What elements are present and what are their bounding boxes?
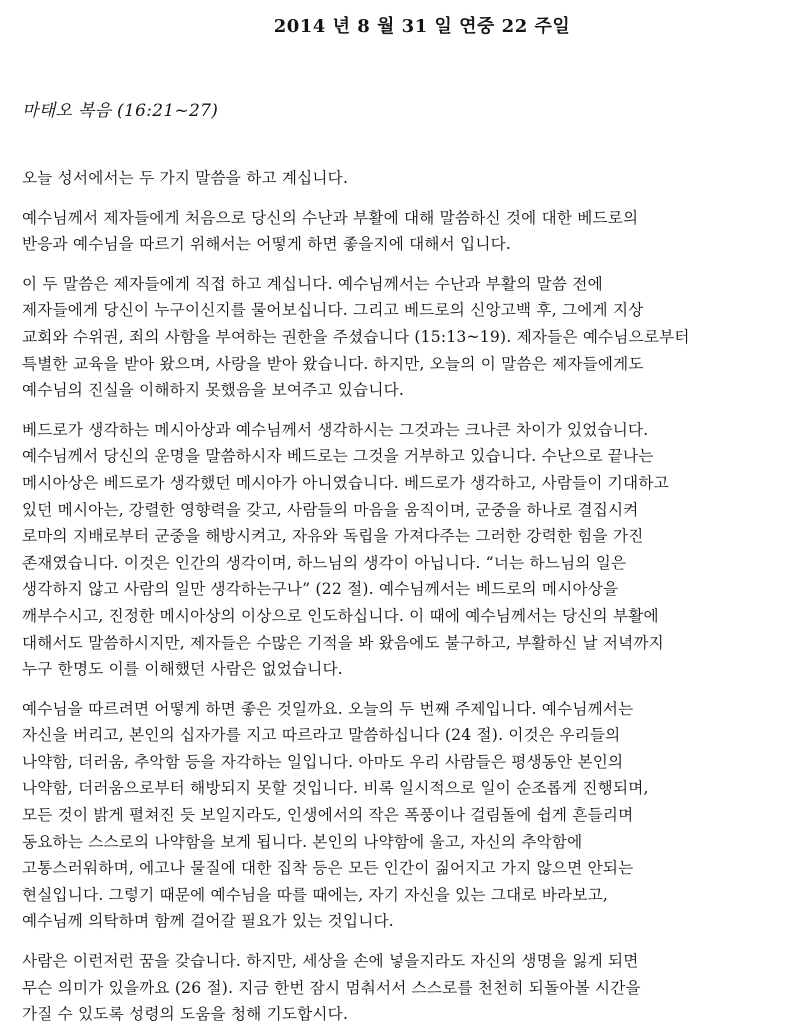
text-line: 예수님께서 제자들에게 처음으로 당신의 수난과 부활에 대해 말씀하신 것에 대한 베드로의	[22, 208, 639, 227]
paragraph	[22, 205, 782, 258]
text-line: 로마의 지배로부터 군중을 해방시켜고, 자유와 독립을 가져다주는 그러한 강력한 힘을 가진	[22, 527, 644, 546]
text-line: 베드로가 생각하는 메시아상과 예수님께서 생각하시는 그것과는 크나큰 차이가 있었습니다.	[22, 420, 649, 439]
text-line: 현실입니다. 그렇기 때문에 예수님을 따를 때에는, 자기 자신을 있는 그대로 바라보고,	[22, 885, 609, 904]
text-line: 교회와 수위권, 죄의 사함을 부여하는 권한을 주셨습니다 (15:13~19). 제자들은 예수님으로부터	[22, 327, 690, 346]
date-heading: 2014 년 8 월 31 일 연중 22 주일	[273, 16, 571, 37]
paragraph	[22, 948, 782, 1028]
text-line: 생각하지 않고 사람의 일만 생각하는구나” (22 절). 예수님께서는 베드로의 메시아상을	[22, 580, 619, 599]
text-line: 오늘 성서에서는 두 가지 말씀을 하고 계십니다.	[22, 169, 349, 187]
text-line: 예수님께 의탁하며 함께 걸어갈 필요가 있는 것입니다.	[22, 912, 394, 931]
paragraph	[22, 271, 782, 404]
homily-body	[22, 165, 782, 1028]
gospel-reading-title: 마태오 복음 (16:21~27)	[22, 101, 219, 121]
text-line: 가질 수 있도록 성령의 도움을 청해 기도합시다.	[22, 1005, 349, 1024]
text-line: 무슨 의미가 있을까요 (26 절). 지금 한번 잠시 멈춰서서 스스로를 천천히 되돌아볼 시간을	[22, 978, 641, 997]
text-line: 예수님께서 당신의 운명을 말씀하시자 베드로는 그것을 거부하고 있습니다. 수난으로 끝나는	[22, 447, 654, 466]
text-line: 사람은 이런저런 꿈을 갖습니다. 하지만, 세상을 손에 넣을지라도 자신의 생명을 잃게 되면	[22, 952, 639, 971]
text-line: 누구 한명도 이를 이해했던 사람은 없었습니다.	[22, 660, 343, 679]
text-line: 예수님의 진실을 이해하지 못했음을 보여주고 있습니다.	[22, 381, 405, 400]
text-line: 이 두 말씀은 제자들에게 직접 하고 계십니다. 예수님께서는 수난과 부활의 말씀 전에	[22, 274, 603, 293]
text-line: 반응과 예수님을 따르기 위해서는 어떻게 하면 좋을지에 대해서 입니다.	[22, 235, 512, 254]
text-line: 예수님을 따르려면 어떻게 하면 좋은 것일까요. 오늘의 두 번째 주제입니다. 예수님께서는	[22, 699, 634, 718]
text-line: 존재였습니다. 이것은 인간의 생각이며, 하느님의 생각이 아닙니다. “너는 하느님의 일은	[22, 553, 627, 572]
text-line: 제자들에게 당신이 누구이신지를 물어보십니다. 그리고 베드로의 신앙고백 후, 그에게 지상	[22, 301, 644, 320]
paragraph	[22, 165, 782, 192]
paragraph	[22, 696, 782, 935]
text-line: 나약함, 더러움, 추악함 등을 자각하는 일입니다. 아마도 우리 사람들은 평생동안 본인의	[22, 752, 624, 771]
text-line: 모든 것이 밝게 펼쳐진 듯 보일지라도, 인생에서의 작은 폭풍이나 걸림돌에 쉽게 흔들리며	[22, 806, 634, 825]
text-line: 특별한 교육을 받아 왔으며, 사랑을 받아 왔습니다. 하지만, 오늘의 이 말씀은 제자들에게도	[22, 354, 644, 373]
text-line: 나약함, 더러움으로부터 해방되지 못할 것입니다. 비록 일시적으로 일이 순조롭게 진행되며,	[22, 779, 649, 798]
paragraph	[22, 417, 782, 683]
text-line: 메시아상은 베드로가 생각했던 메시아가 아니였습니다. 베드로가 생각하고, 사람들이 기대하고	[22, 473, 669, 492]
text-line: 동요하는 스스로의 나약함을 보게 됩니다. 본인의 나약함에 울고, 자신의 추악함에	[22, 832, 583, 851]
text-line: 자신을 버리고, 본인의 십자가를 지고 따르라고 말씀하십니다 (24 절). 이것은 우리들의	[22, 726, 621, 745]
text-line: 있던 메시아는, 강렬한 영향력을 갖고, 사람들의 마음을 움직이며, 군중을 하나로 결집시켜	[22, 500, 639, 519]
text-line: 대해서도 말씀하시지만, 제자들은 수많은 기적을 봐 왔음에도 불구하고, 부활하신 날 저녁까지	[22, 633, 664, 652]
text-line: 고통스러워하며, 에고나 물질에 대한 집착 등은 모든 인간이 짊어지고 가지 않으면 안되는	[22, 859, 634, 878]
text-line: 깨부수시고, 진정한 메시아상의 이상으로 인도하십니다. 이 때에 예수님께서는 당신의 부활에	[22, 606, 659, 625]
